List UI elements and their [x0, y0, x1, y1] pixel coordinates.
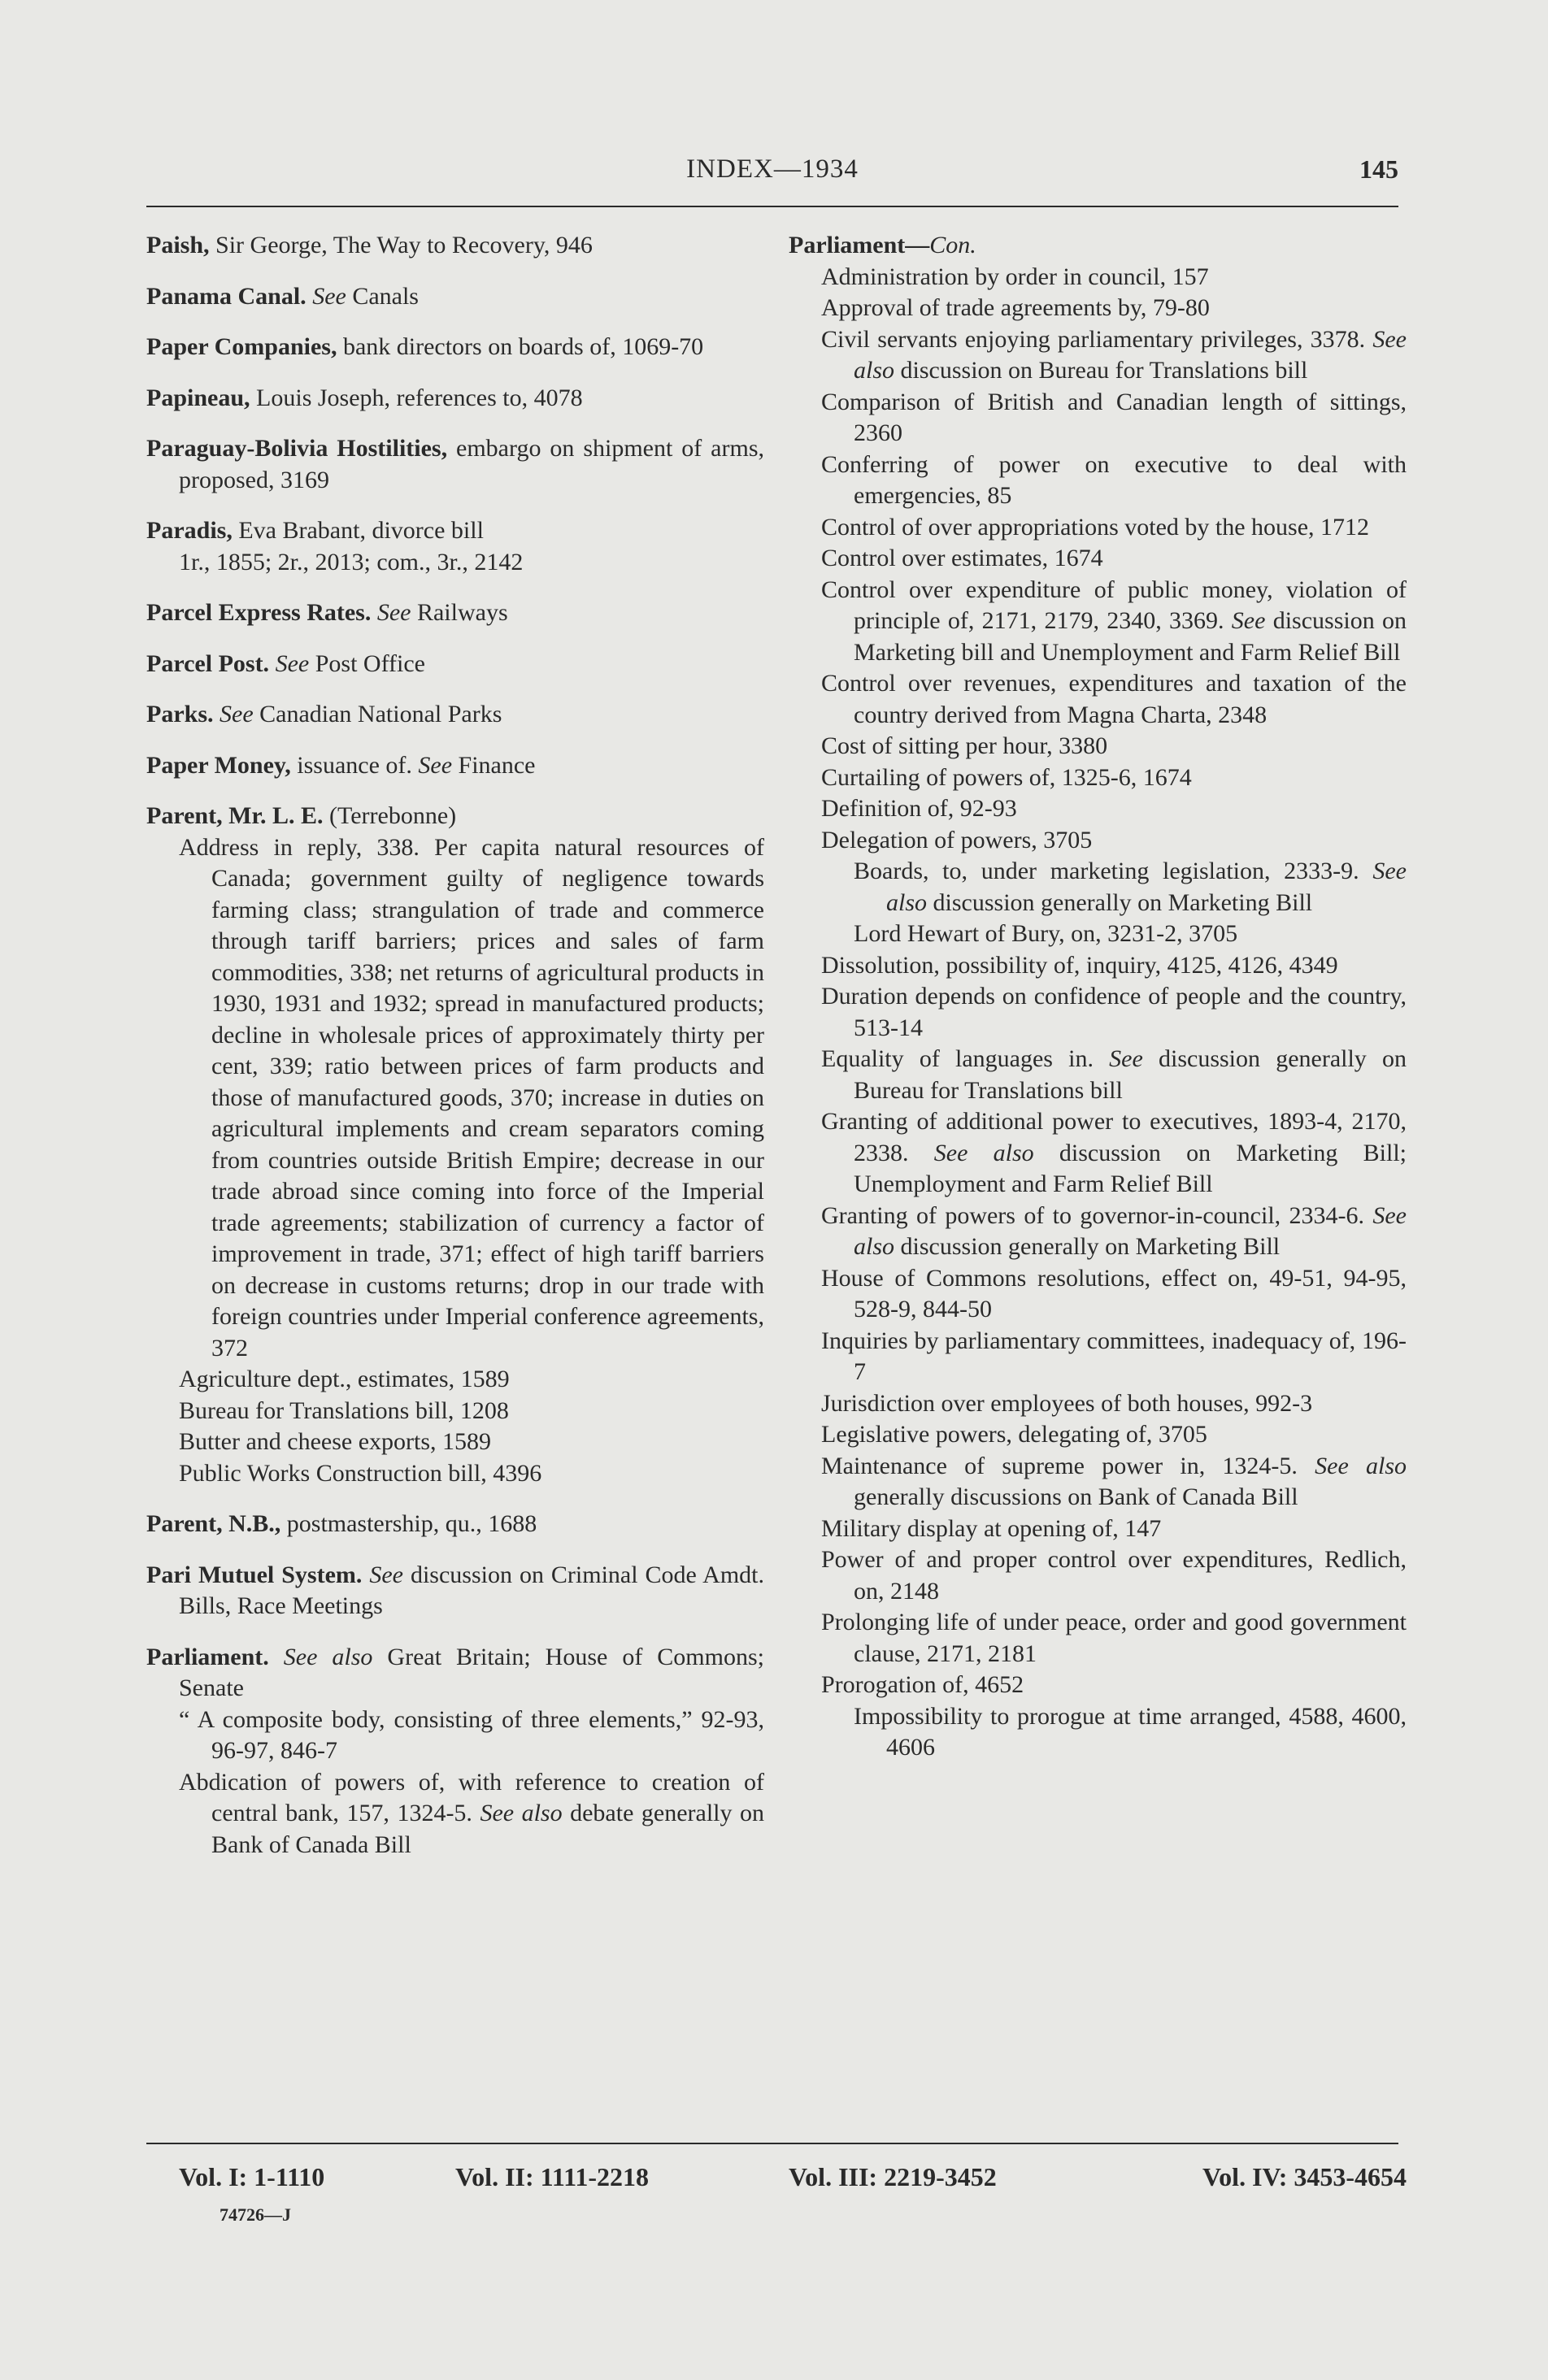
subentry: Maintenance of supreme power in, 1324-5. See also generally discussions on Bank of Canada Bill: [821, 1452, 1407, 1510]
header-rule: [146, 206, 1398, 207]
subentry: Control over revenues, expenditures and taxation of the country derived from Magna Charta, 2348: [821, 670, 1407, 728]
footer-rule: [146, 2143, 1398, 2144]
subentry: Public Works Construction bill, 4396: [179, 1459, 542, 1487]
subentry: Abdication of powers of, with reference to creation of central bank, 157, 1324-5. See also debate generally on Bank of Canada Bill: [179, 1768, 764, 1858]
index-entry: Parliament—Con.: [789, 232, 976, 258]
subentry: Equality of languages in. See discussion generally on Bureau for Translations bill: [821, 1045, 1407, 1104]
subentry: Granting of powers of to governor-in-council, 2334-6. See also discussion generally on Marketing Bill: [821, 1201, 1407, 1260]
subentry: Administration by order in council, 157: [821, 263, 1209, 290]
volume-1: Vol. I: 1-1110: [179, 2162, 325, 2191]
subentry: Bureau for Translations bill, 1208: [179, 1396, 509, 1424]
index-entry: Parent, N.B., postmastership, qu., 1688: [146, 1510, 537, 1537]
index-entry: Parcel Express Rates. See Railways: [146, 599, 508, 626]
subentry: Control over expenditure of public money, violation of principle of, 2171, 2179, 2340, 3369. See discussion on Marketing bill and Unemployment and Farm Relief Bill: [821, 575, 1407, 666]
index-entry: Pari Mutuel System. See discussion on Criminal Code Amdt. Bills, Race Meetings: [146, 1561, 764, 1619]
subentry: Delegation of powers, 3705: [821, 826, 1093, 853]
subentry: Address in reply, 338. Per capita natural resources of Canada; government guilty of negligence towards farming class; strangulation of trade and commerce through tariff barriers; prices and sales of farm commodities, 338; net returns of agricultural products in 1930, 1931 and 1932; spread in manufactured products; decline in wholesale prices of approximately thirty per cent, 339; ratio between prices of farm products and those of manufactured goods, 370; increase in duties on agricultural implements and cream separators coming from countries outside British Empire; decrease in our trade abroad since coming into force of the Imperial trade agreements; stabilization of currency a factor of improvement in trade, 371; effect of high tariff barriers on decrease in customs returns; drop in our trade with foreign countries under Imperial conference agreements, 372: [179, 833, 764, 1362]
index-entry: Paradis, Eva Brabant, divorce bill 1r., 1855; 2r., 2013; com., 3r., 2142: [146, 517, 524, 575]
index-entry: Parks. See Canadian National Parks: [146, 701, 502, 727]
subentry: Butter and cheese exports, 1589: [179, 1428, 492, 1455]
subentry: Impossibility to prorogue at time arranged, 4588, 4600, 4606: [854, 1702, 1407, 1761]
volume-footer: [163, 2162, 1407, 2203]
subentry: “ A composite body, consisting of three elements,” 92-93, 96-97, 846-7: [179, 1705, 764, 1764]
subentry: Granting of additional power to executives, 1893-4, 2170, 2338. See also discussion on Marketing Bill; Unemployment and Farm Relief Bill: [821, 1108, 1407, 1197]
print-code: 74726—J: [220, 2204, 291, 2225]
subentry: Inquiries by parliamentary committees, inadequacy of, 196-7: [821, 1327, 1407, 1385]
subentry: Prolonging life of under peace, order and good government clause, 2171, 2181: [821, 1609, 1407, 1667]
index-entry: Paper Companies, bank directors on boards of, 1069-70: [146, 333, 704, 360]
index-entry: Paper Money, issuance of. See Finance: [146, 751, 536, 779]
index-entry: Paish, Sir George, The Way to Recovery, 946: [146, 232, 593, 258]
subentry: Prorogation of, 4652: [821, 1671, 1024, 1698]
page-title: INDEX—1934: [686, 154, 859, 184]
volume-2: Vol. II: 1111-2218: [455, 2162, 649, 2191]
subentry: Comparison of British and Canadian length of sittings, 2360: [821, 388, 1407, 446]
index-entry: Parcel Post. See Post Office: [146, 649, 425, 677]
volume-3: Vol. III: 2219-3452: [789, 2162, 997, 2191]
subentry: Civil servants enjoying parliamentary privileges, 3378. See also discussion on Bureau for Translations bill: [821, 325, 1407, 384]
subentry: Cost of sitting per hour, 3380: [821, 732, 1108, 759]
left-column: [146, 230, 764, 1861]
subentry: Power of and proper control over expenditures, Redlich, on, 2148: [821, 1546, 1407, 1605]
index-entry: Paraguay-Bolivia Hostilities, embargo on shipment of arms, proposed, 3169: [146, 435, 764, 493]
page-number: 145: [1359, 154, 1398, 184]
volume-4: Vol. IV: 3453-4654: [1202, 2162, 1407, 2191]
subentry: Boards, to, under marketing legislation, 2333-9. See also discussion generally on Marketing Bill: [854, 858, 1407, 916]
subentry: Jurisdiction over employees of both houses, 992-3: [821, 1389, 1313, 1417]
index-entry: Parent, Mr. L. E. (Terrebonne): [146, 802, 457, 829]
subentry: Military display at opening of, 147: [821, 1514, 1162, 1542]
right-column: [789, 230, 1407, 1764]
index-entry: Papineau, Louis Joseph, references to, 4078: [146, 384, 583, 411]
subentry: House of Commons resolutions, effect on, 49-51, 94-95, 528-9, 844-50: [821, 1264, 1407, 1322]
subentry: Duration depends on confidence of people and the country, 513-14: [821, 983, 1407, 1041]
subentry: Lord Hewart of Bury, on, 3231-2, 3705: [854, 920, 1238, 947]
subentry: Control over estimates, 1674: [821, 545, 1103, 571]
subentry: Control of over appropriations voted by the house, 1712: [821, 513, 1370, 541]
subentry: Dissolution, possibility of, inquiry, 4125, 4126, 4349: [821, 951, 1338, 979]
index-entry: Parliament. See also Great Britain; House of Commons; Senate: [146, 1643, 764, 1701]
subentry: Agriculture dept., estimates, 1589: [179, 1366, 510, 1392]
running-head: [146, 154, 1398, 187]
subentry: Legislative powers, delegating of, 3705: [821, 1421, 1207, 1448]
index-entry: Panama Canal. See Canals: [146, 282, 419, 310]
subentry: Approval of trade agreements by, 79-80: [821, 294, 1210, 321]
subentry: Curtailing of powers of, 1325-6, 1674: [821, 763, 1192, 791]
subentry: Definition of, 92-93: [821, 795, 1017, 822]
subentry: Conferring of power on executive to deal with emergencies, 85: [821, 450, 1407, 509]
parliament-subentries: [789, 262, 1407, 1764]
